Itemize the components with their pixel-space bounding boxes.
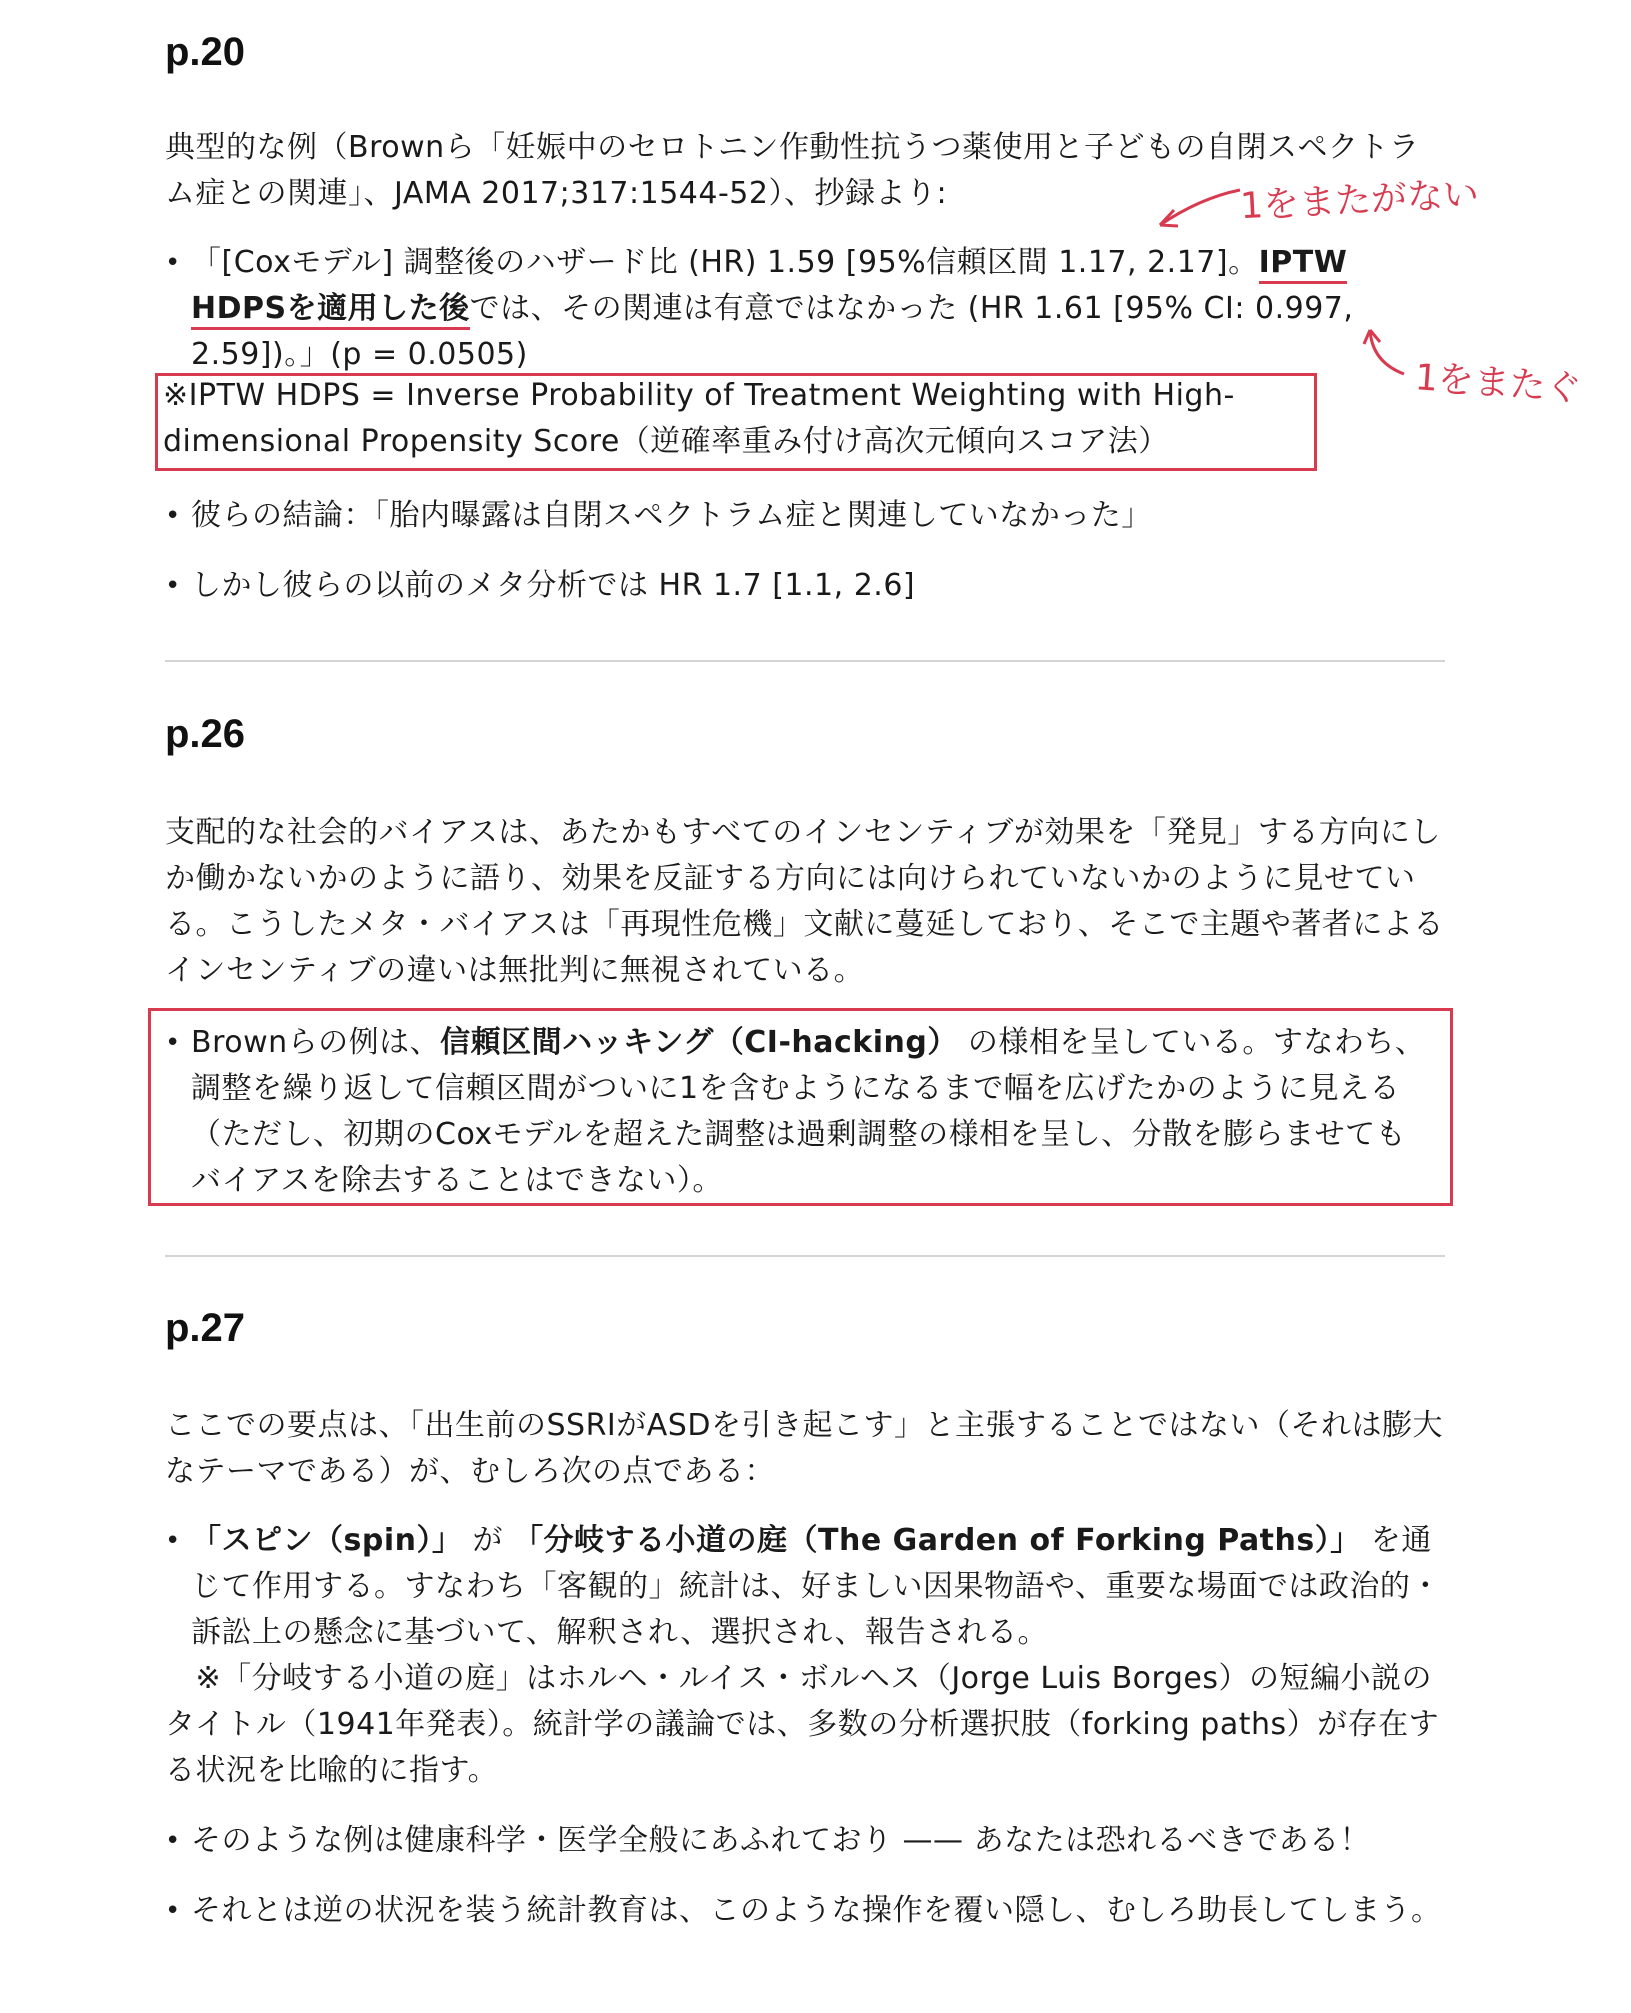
p26-para-text: 支配的な社会的バイアスは、あたかもすべてのインセンティブが効果を「発見」する方向にしか働かないかのように語り、効果を反証する方向には向けられていないかのように見せている。こうしたメタ・バイアスは「再現性危機」文献に蔓延しており、そこで主題や著者によるインセンティブの違いは無批判に無視されている。: [165, 815, 1444, 988]
ci-hacking-term: 信頼区間ハッキング（CI-hacking）: [440, 1025, 958, 1060]
p20-note: [163, 373, 1313, 465]
p27-bullets: [165, 1518, 1445, 1934]
p27-bullet-mid: が: [462, 1523, 514, 1558]
p20-bullet-conclusion: • 彼らの結論：「胎内曝露は自閉スペクトラム症と関連していなかった」: [165, 493, 1445, 539]
p20-bullets-rest: [165, 493, 1445, 609]
annotation-crosses-1: 1をまたぐ: [1413, 357, 1583, 410]
p20-bullets-main: [165, 240, 1395, 378]
p26-bullet-text-2: の様相を呈している。すなわち、調整を繰り返して信頼区間がついに1を含むようになるまで幅を広げたかのように見える（ただし、初期のCoxモデルを超えた調整は過剰調整の様相を呈し、分散を膨らませてもバイアスを除去することはできない）。: [191, 1025, 1426, 1198]
p27-bullet-list-2: [165, 1818, 1445, 1934]
iptw-note-line-1: ※IPTW HDPS = Inverse Probability of Treatment Weighting with High-: [163, 378, 1235, 413]
p20-intro-text: 典型的な例（Brownら「妊娠中のセロトニン作動性抗うつ薬使用と子どもの自閉スペクトラム症との関連」、JAMA 2017;317:1544-52）、抄録より:: [165, 130, 1420, 211]
p26-para: [165, 810, 1445, 994]
p26-bullet-text-1: Brownらの例は、: [191, 1025, 441, 1060]
p27-bullet-spin: [165, 1518, 1445, 1656]
p26-bullets: [165, 1020, 1430, 1204]
p20-bullet-list-2: [165, 493, 1445, 609]
annotation-arrow-1: [1140, 170, 1250, 240]
forking-paths-term: 「分岐する小道の庭（The Garden of Forking Paths）」: [513, 1523, 1361, 1558]
page-heading-p20: p.20: [165, 30, 246, 74]
p27-para-text: ここでの要点は、「出生前のSSRIがASDを引き起こす」と主張することではない（それは膨大なテーマである）が、むしろ次の点である：: [165, 1408, 1443, 1489]
section-divider-1: [165, 660, 1445, 662]
p27-bullet-education: • それとは逆の状況を装う統計教育は、このような操作を覆い隠し、むしろ助長してしまう。: [165, 1888, 1445, 1934]
p26-bullet-list: [165, 1020, 1430, 1204]
p27-bullet-text: を通じて作用する。すなわち「客観的」統計は、好ましい因果物語や、重要な場面では政治的・訴訟上の懸念に基づいて、解釈され、選択され、報告される。: [191, 1523, 1441, 1650]
page-heading-p26: p.26: [165, 712, 246, 756]
p20-bullet-cox-text-2: では、その関連は有意ではなかった (HR 1.61 [95% CI: 0.997, 2.59])。」(p = 0.0505): [191, 291, 1354, 372]
p27-para: [165, 1403, 1445, 1495]
annotation-not-cross-1: 1をまたがない: [1239, 173, 1480, 228]
p20-bullet-list: [165, 240, 1395, 378]
annotation-arrow-2: [1360, 322, 1420, 392]
p20-bullet-cox: [165, 240, 1395, 378]
p20-bullet-meta: • しかし彼らの以前のメタ分析では HR 1.7 [1.1, 2.6]: [165, 563, 1445, 609]
spin-term: 「スピン（spin）」: [191, 1523, 463, 1558]
iptw-hdps-highlight: IPTW HDPSを適用した後: [191, 245, 1347, 330]
iptw-note-line-2: dimensional Propensity Score（逆確率重み付け高次元傾向スコア法）: [163, 424, 1169, 459]
section-divider-2: [165, 1255, 1445, 1257]
borges-note: ※「分岐する小道の庭」はホルヘ・ルイス・ボルヘス（Jorge Luis Borges）の短編小説のタイトル（1941年発表）。統計学の議論では、多数の分析選択肢（forking paths）が存在する状況を比喩的に指す。: [165, 1661, 1440, 1788]
p20-bullet-cox-text: 「[Coxモデル] 調整後のハザード比 (HR) 1.59 [95%信頼区間 1.17, 2.17]。: [191, 245, 1259, 280]
page-heading-p27: p.27: [165, 1306, 246, 1350]
p26-bullet-ci-hacking: [165, 1020, 1430, 1204]
p27-bullet-list: [165, 1518, 1445, 1656]
p27-bullet-examples: • そのような例は健康科学・医学全般にあふれており —— あなたは恐れるべきである！: [165, 1818, 1445, 1864]
